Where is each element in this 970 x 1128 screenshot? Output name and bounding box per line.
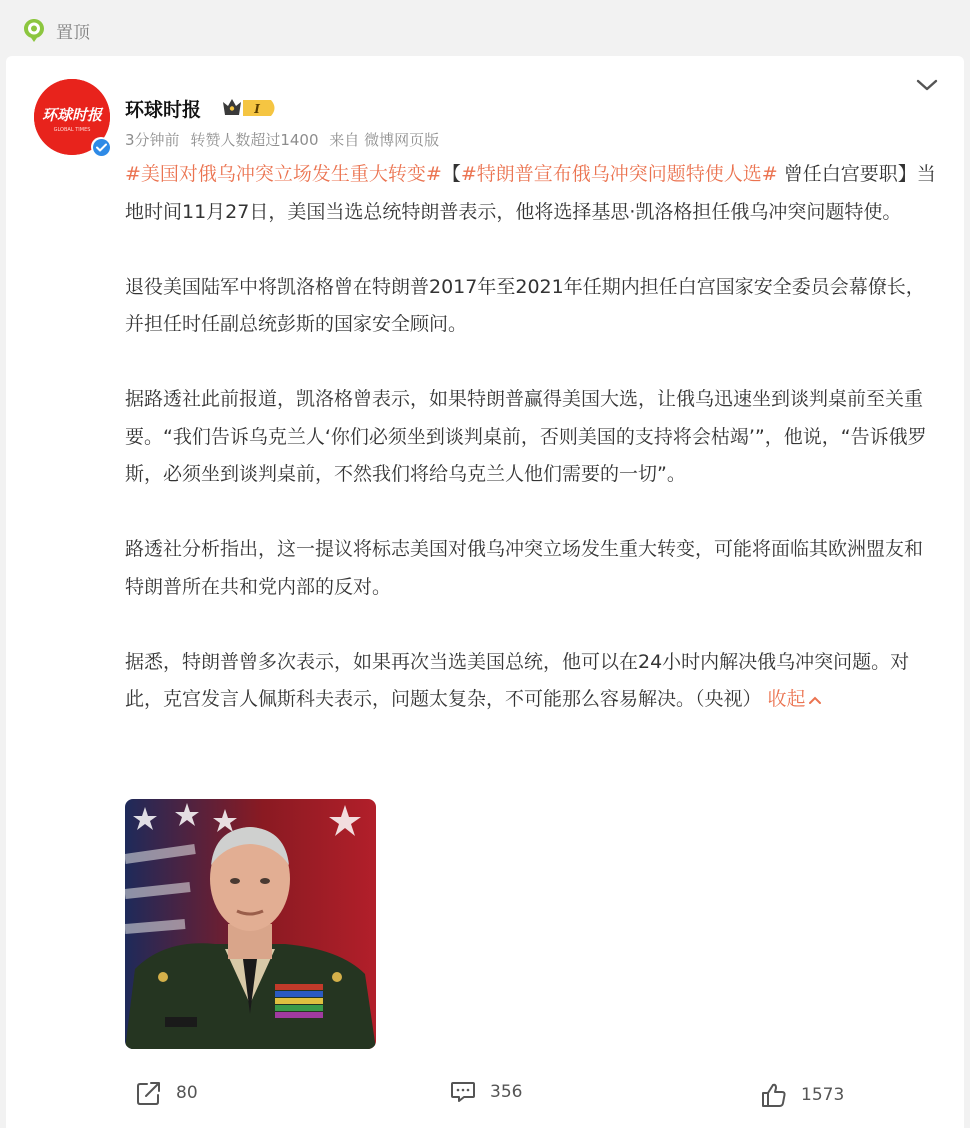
forward-button[interactable] (136, 1080, 198, 1106)
paragraph-5: 据悉，特朗普曾多次表示，如果再次当选美国总统，他可以在24小时内解决俄乌冲突问题。对此，克宫发言人佩斯科夫表示，问题太复杂，不可能那么容易解决。（央视） 收起 (125, 650, 910, 710)
vip-level: I (254, 102, 260, 116)
paragraph-3: 据路透社此前报道，凯洛格曾表示，如果特朗普赢得美国大选，让俄乌迅速坐到谈判桌前至关重要。“我们告诉乌克兰人‘你们必须坐到谈判桌前，否则美国的支持将会枯竭’”，他说，“告诉俄罗斯，必须坐到谈判桌前，不然我们将给乌克兰人他们需要的一切”。 (125, 388, 927, 485)
forward-count: 80 (176, 1083, 198, 1103)
like-button[interactable] (761, 1082, 844, 1108)
collapse-link[interactable]: 收起 (768, 688, 822, 710)
like-count: 1573 (801, 1085, 845, 1105)
share-icon (136, 1080, 162, 1106)
verified-badge-icon (91, 137, 111, 157)
vip-crown-badge-icon[interactable] (221, 96, 279, 120)
pin-indicator (22, 16, 90, 44)
author-name[interactable]: 环球时报 (125, 99, 202, 121)
post-body (125, 156, 940, 719)
comment-icon (450, 1080, 476, 1104)
paragraph-2: 退役美国陆军中将凯洛格曾在特朗普2017年至2021年任期内担任白宫国家安全委员会幕僚长，并担任时任副总统彭斯的国家安全顾问。 (125, 275, 925, 335)
post-time[interactable]: 3分钟前 (125, 131, 180, 149)
paragraph-1: #美国对俄乌冲突立场发生重大转变#【#特朗普宣布俄乌冲突问题特使人选# 曾任白宫要职】当地时间11月27日，美国当选总统特朗普表示，他将选择基思·凯洛格担任俄乌冲突问题特使。 (125, 163, 936, 223)
hashtag-link[interactable]: #美国对俄乌冲突立场发生重大转变# (125, 163, 442, 185)
post-source: 来自 微博网页版 (329, 131, 440, 149)
comment-count: 356 (490, 1082, 523, 1102)
svg-text:环球时报: 环球时报 (41, 106, 103, 124)
thumbs-up-icon (761, 1082, 787, 1108)
hashtag-link[interactable]: #特朗普宣布俄乌冲突问题特使人选# (460, 163, 778, 185)
repost-summary: 转赞人数超过1400 (190, 131, 319, 149)
pin-badge-icon (22, 17, 46, 43)
paragraph-4: 路透社分析指出，这一提议将标志美国对俄乌冲突立场发生重大转变，可能将面临其欧洲盟友和特朗普所在共和党内部的反对。 (125, 538, 924, 598)
post-image[interactable] (125, 799, 376, 1049)
post-meta (125, 129, 445, 150)
portrait-photo (125, 799, 376, 1049)
action-bar (0, 1076, 970, 1112)
comment-button[interactable] (450, 1080, 522, 1104)
chevron-up-icon (808, 695, 822, 705)
svg-text:GLOBAL TIMES: GLOBAL TIMES (53, 127, 91, 133)
pin-label: 置顶 (56, 22, 90, 43)
chevron-down-icon[interactable] (914, 75, 940, 95)
